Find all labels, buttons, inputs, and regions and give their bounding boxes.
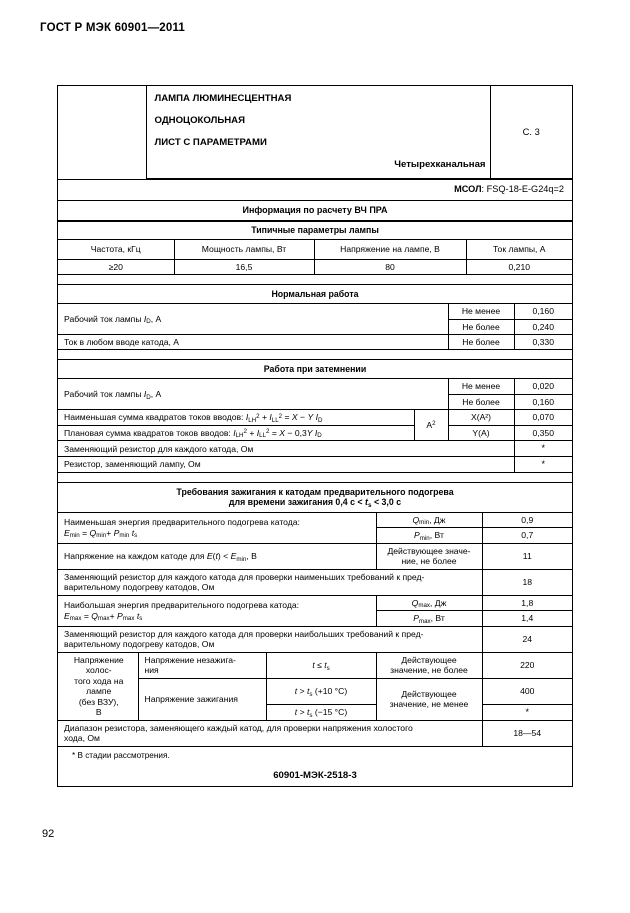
open-circuit-line2: того хода на лампе [74,675,124,697]
msol-cell [58,180,572,200]
resistor-range-label [58,720,482,746]
hf-ballast-section [58,200,572,221]
preheat-min-value-2: 0,7 [482,528,572,544]
spacer-2 [58,350,572,359]
normal-cond-0: Не менее [448,304,514,319]
preheat-max-symbol-2: $P_{max}$, Вт [376,611,482,627]
preheat-max-energy-label [58,595,376,626]
preheat-min-resistor-line2: варительному подогреву катодов, Ом [64,582,215,593]
dimming-value-1: 0,160 [514,394,572,409]
normal-cond-1: Не более [448,319,514,334]
open-circuit-cond-1: $t > t_s$ (+10 °C) [266,678,376,704]
preheat-heading-line2: для времени зажигания 0,4 $с < t_s < 3,0$ с [228,497,402,510]
dimming-sum-symbol-0: X(A²) [448,410,514,426]
dimming-heading: Работа при затемнении [58,360,572,379]
dimming-sum-value-1: 0,350 [514,425,572,441]
dimming-cond-0: Не менее [448,379,514,394]
typical-header-3: Ток лампы, А [466,240,572,259]
preheat-max-resistor-label [58,626,482,652]
preheat-table [58,482,572,746]
open-circuit-sub-label-0: Напряжение незажига- ния [138,652,266,678]
typical-value-1: 16,5 [174,259,314,274]
preheat-cathode-voltage-requirement: Действующее значе- ние, не более [376,543,482,569]
normal-value-0: 0,160 [514,304,572,319]
dimming-resistor-label-1: Резистор, заменяющий лампу, Ом [58,457,514,473]
open-circuit-voltage-label [58,652,138,720]
preheat-cathode-voltage-value: 11 [482,543,572,569]
typical-header-1: Мощность лампы, Вт [174,240,314,259]
open-circuit-cond-0: $t \le t_s$ [266,652,376,678]
preheat-min-symbol-1: $Q_{min}$, Дж [376,512,482,528]
typical-value-2: 80 [314,259,466,274]
open-circuit-req-0: Действующее значение, не более [376,652,482,678]
typical-params-table [58,221,572,276]
dimming-resistor-value-0: * [514,441,572,457]
open-circuit-value-2: * [482,704,572,720]
normal-cond-2: Не более [448,335,514,350]
msol-value: : FSQ-18-E-G24q=2 [481,184,564,195]
lamp-title-line1: ЛАМПА ЛЮМИНЕСЦЕНТНАЯ [154,93,292,104]
standard-header: ГОСТ Р МЭК 60901—2011 [40,22,186,34]
preheat-min-resistor-label [58,569,482,595]
parameter-sheet [57,85,573,787]
doc-id-text: 60901-МЭК-2518-3 [273,769,357,781]
lamp-title-line4: Четырехканальная [394,158,486,170]
doc-id-block [58,765,572,787]
preheat-min-energy-line1: Наименьшая энергия предварительного подогрева катода: [64,517,300,528]
preheat-cathode-voltage-label: Напряжение на каждом катоде для $E(t) < E_{min}$, В [58,543,376,569]
typical-value-0: ≥20 [58,259,174,274]
spacer-1 [58,275,572,284]
preheat-min-symbol-2: $P_{min}$, Вт [376,528,482,544]
dimming-sum-label-1: Плановая сумма квадратов токов вводов: $I_{LH}^2 + I_{LL}^2 = X - 0,3Y$ $I_D$ [58,425,414,441]
dimming-sum-value-0: 0,070 [514,410,572,426]
normal-value-2: 0,330 [514,335,572,350]
normal-value-1: 0,240 [514,319,572,334]
preheat-min-resistor-line1: Заменяющий резистор для каждого катода для проверки наименьших требований к пред- [64,571,425,582]
preheat-max-resistor-value: 24 [482,626,572,652]
typical-value-3: 0,210 [466,259,572,274]
dimming-value-0: 0,020 [514,379,572,394]
preheat-heading-line1: Требования зажигания к катодам предварительного подогрева [176,486,454,497]
msol-label: МСОЛ [454,184,482,195]
preheat-max-value-2: 1,4 [482,611,572,627]
lamp-title-line2: ОДНОЦОКОЛЬНАЯ [154,114,245,126]
preheat-max-resistor-line1: Заменяющий резистор для каждого катода для проверки наибольших требований к пред- [64,628,424,639]
preheat-heading [58,483,572,512]
msol-row [58,179,572,199]
resistor-range-line1: Диапазон резистора, заменяющего каждый катод, для проверки напряжения холостого [64,722,413,733]
dimming-resistor-label-0: Заменяющий резистор для каждого катода, Ом [58,441,514,457]
resistor-range-value: 18—54 [482,720,572,746]
normal-row-label-2: Ток в любом вводе катода, А [58,335,448,350]
preheat-max-resistor-line2: варительному подогреву катодов, Ом [64,639,215,650]
normal-operation-heading: Нормальная работа [58,285,572,304]
open-circuit-cond-2: $t > t_s$ (−15 °C) [266,704,376,720]
title-block [58,86,572,179]
dimming-sum-label-0: Наименьшая сумма квадратов токов вводов: $I_{LH}^2 + I_{LL}^2 = X - Y$ $I_D$ [58,410,414,426]
title-block-left-spacer [58,86,146,179]
dimming-table [58,359,572,473]
open-circuit-line1: Напряжение холос- [73,654,124,676]
open-circuit-line4: В [95,707,102,718]
open-circuit-req-1: Действующее значение, не менее [376,678,482,720]
dimming-sum-unit: $А^2$ [414,410,448,441]
hf-ballast-heading: Информация по расчету ВЧ ПРА [58,200,572,220]
page-number: 92 [42,828,55,840]
dimming-row-label-0: Рабочий ток лампы $I_D$, А [58,379,448,410]
preheat-min-energy-line2: $E_{min} = Q_{min}+ P_{min}$ $t_s$ [64,527,138,540]
preheat-max-energy-line2: $E_{max} = Q_{max}+ P_{max}$ $t_s$ [64,610,143,623]
footnote-text: * В стадии рассмотрения. [72,750,170,760]
open-circuit-sub-label-1: Напряжение зажигания [138,678,266,720]
dimming-resistor-value-1: * [514,457,572,473]
open-circuit-line3: (без ВЗУ), [78,696,119,707]
dimming-cond-1: Не более [448,394,514,409]
preheat-max-symbol-1: $Q_{max}$, Дж [376,595,482,611]
preheat-max-value-1: 1,8 [482,595,572,611]
lamp-title [146,86,490,179]
footnote-block [58,747,572,765]
typical-params-heading: Типичные параметры лампы [58,221,572,240]
resistor-range-line2: хода, Ом [64,733,100,744]
preheat-max-energy-line1: Наибольшая энергия предварительного подогрева катода: [64,600,300,611]
open-circuit-value-1: 400 [482,678,572,704]
normal-operation-table [58,284,572,350]
typical-header-0: Частота, кГц [58,240,174,259]
spacer-3 [58,473,572,482]
preheat-min-value-1: 0,9 [482,512,572,528]
lamp-title-line3: ЛИСТ С ПАРАМЕТРАМИ [154,136,267,148]
dimming-sum-symbol-1: Y(A) [448,425,514,441]
normal-row-label-0: Рабочий ток лампы $I_D$, А [58,304,448,335]
preheat-min-resistor-value: 18 [482,569,572,595]
sheet-page-label: С. 3 [490,86,572,179]
typical-header-2: Напряжение на лампе, В [314,240,466,259]
preheat-min-energy-label [58,512,376,543]
open-circuit-value-0: 220 [482,652,572,678]
